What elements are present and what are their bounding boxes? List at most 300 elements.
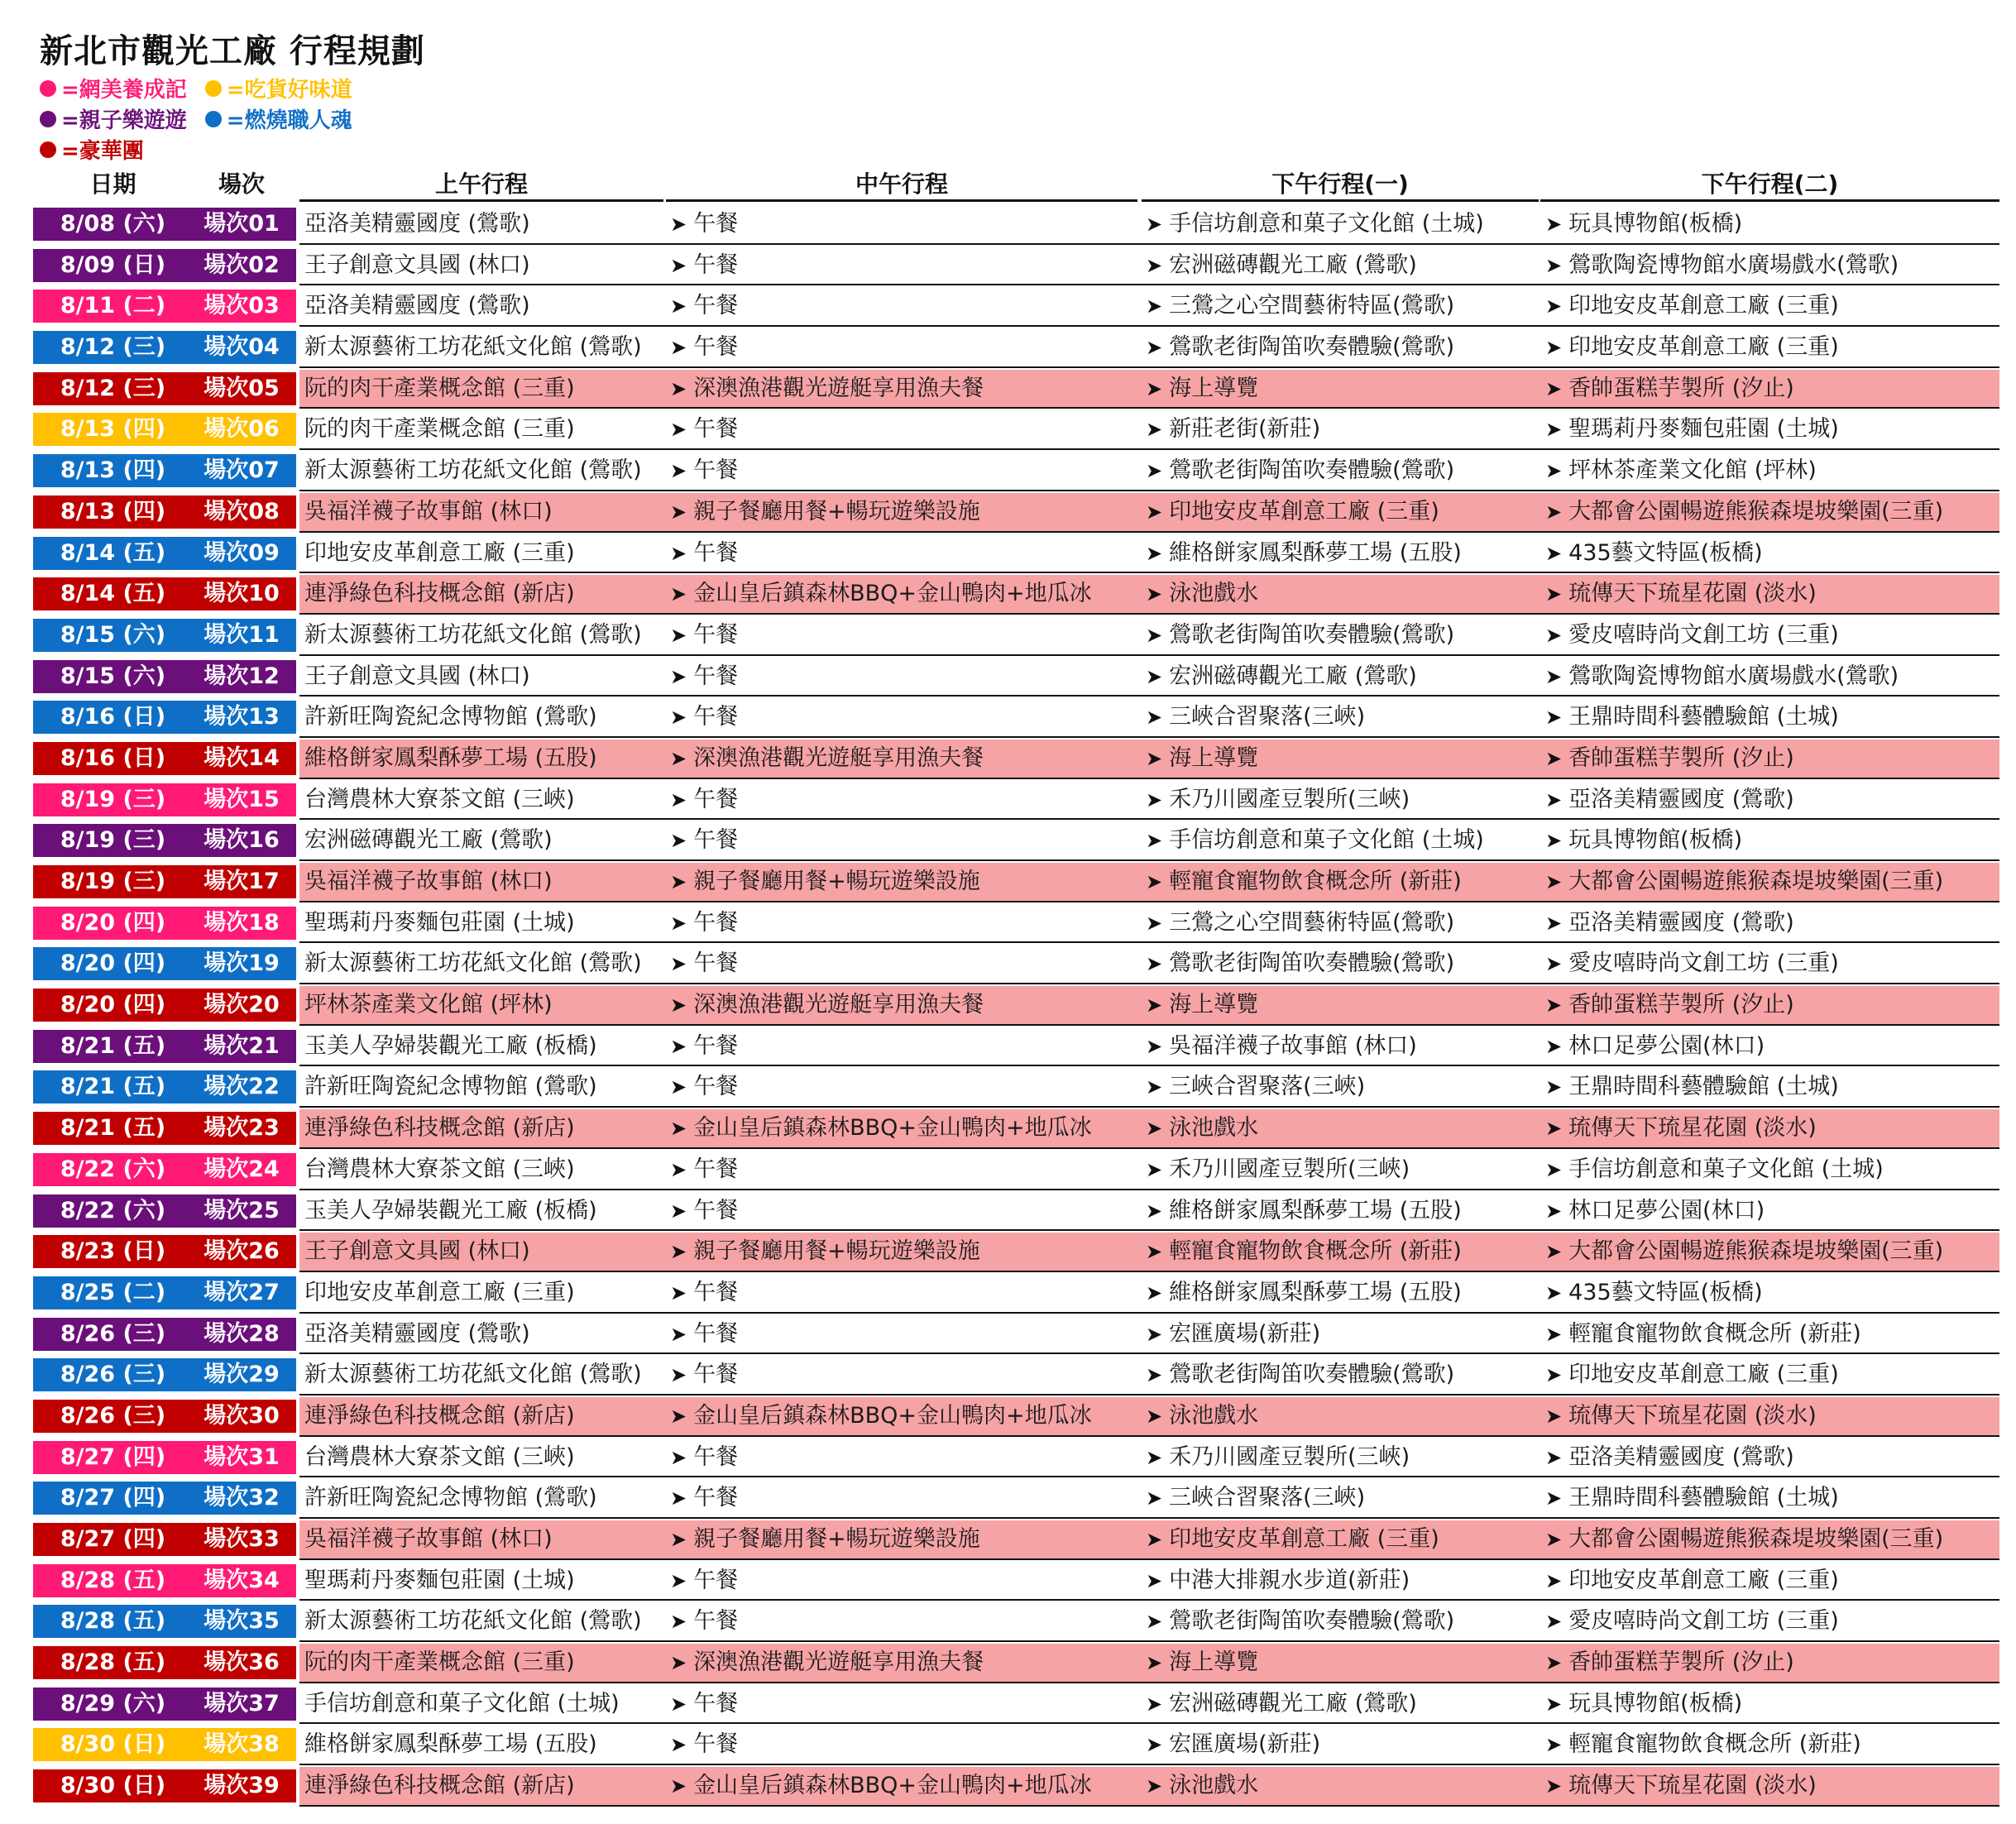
session-badge: 場次38 [187, 1728, 296, 1761]
afternoon2-text: 王鼎時間科藝體驗館 (土城) [1568, 1485, 1839, 1511]
noon-cell [670, 1769, 1092, 1802]
table-row [0, 779, 2016, 821]
session-badge: 場次30 [187, 1400, 296, 1433]
legend-label: =豪華團 [61, 139, 144, 164]
arrow-icon: ➤ [1545, 1568, 1563, 1592]
afternoon2-text: 輕寵食寵物飲食概念所 (新莊) [1568, 1320, 1861, 1347]
noon-text: 午餐 [693, 211, 739, 237]
session-badge: 場次14 [187, 742, 296, 775]
session-badge: 場次05 [187, 372, 296, 405]
table-row [0, 1437, 2016, 1478]
legend-row [40, 134, 371, 165]
session-badge: 場次03 [187, 290, 296, 323]
table-row [0, 820, 2016, 861]
afternoon2-text: 王鼎時間科藝體驗館 (土城) [1568, 1074, 1839, 1100]
noon-text: 午餐 [693, 293, 739, 319]
afternoon2-text: 香帥蛋糕芋製所 (汐止) [1568, 744, 1794, 771]
arrow-icon: ➤ [670, 1322, 687, 1346]
table-row [0, 1066, 2016, 1108]
session-badge: 場次35 [187, 1605, 296, 1638]
afternoon1-cell [1146, 742, 1258, 775]
session-badge: 場次29 [187, 1358, 296, 1391]
arrow-icon: ➤ [1545, 213, 1563, 236]
afternoon1-text: 三峽合習聚落(三峽) [1169, 704, 1366, 730]
arrow-icon: ➤ [1545, 1322, 1563, 1346]
afternoon2-text: 435藝文特區(板橋) [1568, 1279, 1763, 1305]
arrow-icon: ➤ [1146, 1117, 1163, 1141]
noon-text: 親子餐廳用餐+暢玩遊樂設施 [693, 1526, 980, 1552]
session-badge: 場次34 [187, 1564, 296, 1597]
afternoon1-cell [1146, 495, 1439, 529]
afternoon2-text: 香帥蛋糕芋製所 (汐止) [1568, 1649, 1794, 1676]
afternoon1-text: 印地安皮革創意工廠 (三重) [1169, 498, 1439, 524]
noon-cell [670, 783, 738, 816]
arrow-icon: ➤ [1545, 1199, 1563, 1223]
afternoon2-text: 大都會公園暢遊熊猴森堤坡樂園(三重) [1568, 869, 1944, 894]
afternoon2-text: 琉傳天下琉星花園 (淡水) [1568, 581, 1817, 607]
noon-text: 午餐 [693, 621, 739, 648]
arrow-icon: ➤ [670, 1568, 687, 1592]
table-row [0, 861, 2016, 902]
arrow-icon: ➤ [1545, 541, 1563, 565]
afternoon1-cell [1146, 454, 1454, 487]
morning-cell: 亞洛美精靈國度 (鶯歌) [304, 293, 530, 319]
arrow-icon: ➤ [1545, 1774, 1563, 1798]
arrow-icon: ➤ [1545, 664, 1563, 688]
table-row [0, 533, 2016, 574]
noon-cell [670, 1070, 738, 1103]
afternoon1-cell [1146, 1153, 1410, 1186]
noon-text: 午餐 [693, 909, 739, 936]
arrow-icon: ➤ [1146, 213, 1163, 236]
date-badge: 8/20 (四) [33, 907, 193, 940]
afternoon2-cell [1545, 1030, 1765, 1063]
arrow-icon: ➤ [1545, 993, 1563, 1017]
morning-cell: 玉美人孕婦裝觀光工廠 (板橋) [304, 1032, 597, 1059]
noon-text: 金山皇后鎮森林BBQ+金山鴨肉+地瓜冰 [693, 1402, 1092, 1429]
noon-text: 午餐 [693, 1320, 739, 1347]
arrow-icon: ➤ [670, 870, 687, 893]
arrow-icon: ➤ [670, 253, 687, 277]
table-row [0, 1272, 2016, 1314]
arrow-icon: ➤ [670, 376, 687, 400]
morning-cell: 手信坊創意和菓子文化館 (土城) [304, 1690, 620, 1716]
noon-cell [670, 865, 980, 898]
noon-cell [670, 413, 738, 446]
afternoon1-cell [1146, 701, 1365, 734]
afternoon2-text: 大都會公園暢遊熊猴森堤坡樂園(三重) [1568, 1238, 1944, 1265]
afternoon2-cell [1545, 331, 1839, 364]
noon-text: 午餐 [693, 1197, 739, 1223]
noon-text: 午餐 [693, 950, 739, 977]
morning-cell: 宏洲磁磚觀光工廠 (鶯歌) [304, 827, 553, 854]
table-row [0, 1477, 2016, 1519]
afternoon1-cell [1146, 372, 1258, 405]
noon-text: 午餐 [693, 827, 739, 854]
dot-icon [205, 80, 222, 97]
arrow-icon: ➤ [1545, 952, 1563, 976]
afternoon1-text: 印地安皮革創意工廠 (三重) [1169, 1526, 1439, 1552]
table-row [0, 203, 2016, 245]
arrow-icon: ➤ [1146, 582, 1163, 606]
arrow-icon: ➤ [670, 1774, 687, 1798]
afternoon1-cell [1146, 660, 1417, 693]
table-row [0, 368, 2016, 409]
afternoon1-text: 鶯歌老街陶笛吹奏體驗(鶯歌) [1169, 621, 1455, 648]
afternoon2-cell [1545, 1688, 1742, 1721]
legend-label: =吃貨好味道 [226, 78, 352, 103]
arrow-icon: ➤ [1146, 1281, 1163, 1305]
afternoon2-text: 印地安皮革創意工廠 (三重) [1568, 1362, 1839, 1388]
date-badge: 8/28 (五) [33, 1564, 193, 1597]
arrow-icon: ➤ [670, 213, 687, 236]
noon-cell [670, 1358, 738, 1391]
arrow-icon: ➤ [1146, 294, 1163, 318]
noon-cell [670, 947, 738, 980]
session-badge: 場次08 [187, 495, 296, 529]
legend-row [40, 103, 371, 134]
morning-cell: 台灣農林大寮茶文館 (三峽) [304, 786, 575, 812]
morning-cell: 王子創意文具國 (林口) [304, 1238, 530, 1265]
morning-cell: 王子創意文具國 (林口) [304, 251, 530, 278]
morning-cell: 玉美人孕婦裝觀光工廠 (板橋) [304, 1197, 597, 1223]
afternoon1-text: 輕寵食寵物飲食概念所 (新莊) [1169, 1238, 1462, 1265]
afternoon1-cell [1146, 783, 1410, 816]
legend-label: =親子樂遊遊 [61, 108, 187, 133]
header-underline [1142, 199, 1539, 202]
arrow-icon: ➤ [670, 911, 687, 935]
arrow-icon: ➤ [1146, 746, 1163, 770]
afternoon1-text: 宏洲磁磚觀光工廠 (鶯歌) [1169, 1690, 1417, 1716]
arrow-icon: ➤ [670, 541, 687, 565]
afternoon1-cell [1146, 1030, 1417, 1063]
arrow-icon: ➤ [1146, 1404, 1163, 1428]
session-badge: 場次19 [187, 947, 296, 980]
morning-cell: 印地安皮革創意工廠 (三重) [304, 539, 575, 566]
afternoon1-cell [1146, 413, 1320, 446]
session-badge: 場次24 [187, 1153, 296, 1186]
afternoon1-text: 吳福洋襪子故事館 (林口) [1169, 1032, 1417, 1059]
noon-cell [670, 742, 984, 775]
date-badge: 8/19 (三) [33, 865, 193, 898]
morning-cell: 新太源藝術工坊花紙文化館 (鶯歌) [304, 621, 642, 648]
afternoon2-cell [1545, 660, 1899, 693]
noon-text: 午餐 [693, 251, 739, 278]
afternoon1-cell [1146, 249, 1417, 282]
noon-text: 午餐 [693, 1443, 739, 1470]
afternoon1-cell [1146, 290, 1454, 323]
afternoon1-cell [1146, 1564, 1410, 1597]
noon-text: 深澳漁港觀光遊艇享用漁夫餐 [693, 1649, 984, 1676]
arrow-icon: ➤ [1545, 788, 1563, 811]
table-row [0, 450, 2016, 491]
arrow-icon: ➤ [1146, 1733, 1163, 1757]
afternoon2-cell [1545, 701, 1839, 734]
arrow-icon: ➤ [1545, 1281, 1563, 1305]
afternoon2-text: 愛皮嘻時尚文創工坊 (三重) [1568, 1608, 1839, 1635]
afternoon2-cell [1545, 249, 1899, 282]
arrow-icon: ➤ [1146, 500, 1163, 524]
session-badge: 場次26 [187, 1235, 296, 1268]
arrow-icon: ➤ [1146, 1199, 1163, 1223]
arrow-icon: ➤ [670, 1157, 687, 1181]
afternoon2-text: 大都會公園暢遊熊猴森堤坡樂園(三重) [1568, 1526, 1944, 1552]
noon-cell [670, 1728, 738, 1761]
afternoon1-text: 維格餅家鳳梨酥夢工場 (五股) [1169, 1279, 1462, 1305]
morning-cell: 許新旺陶瓷紀念博物館 (鶯歌) [304, 1485, 597, 1511]
noon-cell [670, 495, 980, 529]
table-row [0, 656, 2016, 697]
date-badge: 8/26 (三) [33, 1400, 193, 1433]
header-underline [666, 199, 1137, 202]
noon-cell [670, 824, 738, 857]
date-badge: 8/28 (五) [33, 1605, 193, 1638]
afternoon2-text: 亞洛美精靈國度 (鶯歌) [1568, 909, 1794, 936]
session-badge: 場次01 [187, 208, 296, 241]
afternoon1-text: 鶯歌老街陶笛吹奏體驗(鶯歌) [1169, 1608, 1455, 1635]
arrow-icon: ➤ [1146, 1692, 1163, 1716]
afternoon2-text: 琉傳天下琉星花園 (淡水) [1568, 1773, 1817, 1799]
afternoon2-cell [1545, 1769, 1817, 1802]
date-badge: 8/29 (六) [33, 1688, 193, 1721]
table-row [0, 573, 2016, 615]
morning-cell: 維格餅家鳳梨酥夢工場 (五股) [304, 744, 597, 771]
afternoon2-cell [1545, 1482, 1839, 1515]
arrow-icon: ➤ [670, 1363, 687, 1387]
noon-cell [670, 537, 738, 570]
afternoon2-cell [1545, 989, 1794, 1022]
afternoon1-text: 手信坊創意和菓子文化館 (土城) [1169, 211, 1484, 237]
afternoon2-text: 坪林茶產業文化館 (坪林) [1568, 457, 1817, 484]
session-badge: 場次28 [187, 1318, 296, 1351]
arrow-icon: ➤ [1545, 376, 1563, 400]
afternoon1-text: 泳池戲水 [1169, 1402, 1259, 1429]
date-badge: 8/12 (三) [33, 372, 193, 405]
afternoon1-text: 鶯歌老街陶笛吹奏體驗(鶯歌) [1169, 334, 1455, 361]
table-row [0, 245, 2016, 286]
session-badge: 場次32 [187, 1482, 296, 1515]
table-row [0, 738, 2016, 779]
dot-icon [40, 141, 56, 158]
header-underline [1540, 199, 1999, 202]
afternoon1-cell [1146, 1646, 1258, 1679]
afternoon2-text: 香帥蛋糕芋製所 (汐止) [1568, 992, 1794, 1018]
arrow-icon: ➤ [1545, 1034, 1563, 1058]
afternoon2-cell [1545, 495, 1943, 529]
afternoon1-text: 新莊老街(新莊) [1169, 416, 1321, 443]
session-badge: 場次06 [187, 413, 296, 446]
noon-cell [670, 660, 738, 693]
noon-cell [670, 1276, 738, 1309]
date-badge: 8/08 (六) [33, 208, 193, 241]
afternoon1-cell [1146, 824, 1484, 857]
noon-cell [670, 1194, 738, 1228]
afternoon1-text: 宏洲磁磚觀光工廠 (鶯歌) [1169, 663, 1417, 689]
arrow-icon: ➤ [1146, 1486, 1163, 1510]
arrow-icon: ➤ [1146, 253, 1163, 277]
arrow-icon: ➤ [1545, 1651, 1563, 1675]
afternoon2-cell [1545, 1194, 1765, 1228]
legend-item-pink [40, 73, 187, 103]
afternoon1-cell [1146, 1441, 1410, 1474]
arrow-icon: ➤ [670, 829, 687, 853]
session-badge: 場次23 [187, 1112, 296, 1145]
arrow-icon: ➤ [1545, 1117, 1563, 1141]
date-badge: 8/19 (三) [33, 824, 193, 857]
date-badge: 8/28 (五) [33, 1646, 193, 1679]
afternoon1-text: 海上導覽 [1169, 1649, 1259, 1676]
arrow-icon: ➤ [1146, 1528, 1163, 1551]
afternoon2-cell [1545, 1605, 1839, 1638]
afternoon2-text: 玩具博物館(板橋) [1568, 1690, 1743, 1716]
afternoon2-text: 愛皮嘻時尚文創工坊 (三重) [1568, 621, 1839, 648]
afternoon1-text: 三峽合習聚落(三峽) [1169, 1485, 1366, 1511]
session-badge: 場次25 [187, 1194, 296, 1228]
dot-icon [40, 80, 56, 97]
arrow-icon: ➤ [670, 1199, 687, 1223]
noon-text: 親子餐廳用餐+暢玩遊樂設施 [693, 869, 980, 894]
arrow-icon: ➤ [1146, 336, 1163, 360]
page-title: 新北市觀光工廠 行程規劃 [40, 32, 425, 70]
noon-text: 午餐 [693, 416, 739, 443]
date-badge: 8/13 (四) [33, 413, 193, 446]
afternoon1-cell [1146, 1318, 1320, 1351]
noon-text: 午餐 [693, 457, 739, 484]
noon-text: 親子餐廳用餐+暢玩遊樂設施 [693, 1238, 980, 1265]
noon-text: 親子餐廳用餐+暢玩遊樂設施 [693, 498, 980, 524]
legend-item-purple [40, 103, 187, 134]
noon-text: 午餐 [693, 663, 739, 689]
header-afternoon1: 下午行程(一) [1271, 170, 1409, 198]
header-underline [299, 199, 663, 202]
session-badge: 場次12 [187, 660, 296, 693]
arrow-icon: ➤ [1146, 706, 1163, 730]
arrow-icon: ➤ [1545, 418, 1563, 442]
noon-text: 金山皇后鎮森林BBQ+金山鴨肉+地瓜冰 [693, 581, 1092, 607]
afternoon2-text: 玩具博物館(板橋) [1568, 827, 1743, 854]
afternoon1-text: 維格餅家鳳梨酥夢工場 (五股) [1169, 539, 1462, 566]
noon-cell [670, 1235, 980, 1268]
arrow-icon: ➤ [670, 1610, 687, 1634]
arrow-icon: ➤ [1545, 1610, 1563, 1634]
afternoon2-cell [1545, 783, 1794, 816]
afternoon1-cell [1146, 1194, 1462, 1228]
afternoon2-cell [1545, 1070, 1839, 1103]
afternoon2-text: 香帥蛋糕芋製所 (汐止) [1568, 375, 1794, 401]
afternoon2-cell [1545, 1400, 1817, 1433]
afternoon1-text: 輕寵食寵物飲食概念所 (新莊) [1169, 869, 1462, 894]
noon-cell [670, 1441, 738, 1474]
arrow-icon: ➤ [1146, 459, 1163, 483]
noon-cell [670, 1564, 738, 1597]
afternoon1-text: 泳池戲水 [1169, 1115, 1259, 1142]
arrow-icon: ➤ [670, 1486, 687, 1510]
dot-icon [40, 111, 56, 127]
arrow-icon: ➤ [1146, 1651, 1163, 1675]
afternoon2-text: 琉傳天下琉星花園 (淡水) [1568, 1115, 1817, 1142]
noon-cell [670, 701, 738, 734]
date-badge: 8/13 (四) [33, 454, 193, 487]
morning-cell: 阮的肉干產業概念館 (三重) [304, 375, 575, 401]
morning-cell: 新太源藝術工坊花紙文化館 (鶯歌) [304, 457, 642, 484]
afternoon1-cell [1146, 619, 1454, 652]
date-badge: 8/19 (三) [33, 783, 193, 816]
afternoon1-text: 禾乃川國產豆製所(三峽) [1169, 786, 1410, 812]
noon-text: 金山皇后鎮森林BBQ+金山鴨肉+地瓜冰 [693, 1773, 1092, 1799]
date-badge: 8/21 (五) [33, 1112, 193, 1145]
arrow-icon: ➤ [1545, 623, 1563, 647]
arrow-icon: ➤ [670, 1733, 687, 1757]
afternoon1-text: 三鶯之心空間藝術特區(鶯歌) [1169, 293, 1455, 319]
date-badge: 8/25 (二) [33, 1276, 193, 1309]
afternoon1-text: 宏匯廣場(新莊) [1169, 1731, 1321, 1758]
afternoon1-cell [1146, 1769, 1258, 1802]
table-row [0, 1724, 2016, 1765]
afternoon1-cell [1146, 537, 1462, 570]
session-badge: 場次33 [187, 1523, 296, 1556]
arrow-icon: ➤ [1146, 541, 1163, 565]
noon-cell [670, 1153, 738, 1186]
arrow-icon: ➤ [1146, 788, 1163, 811]
afternoon2-text: 亞洛美精靈國度 (鶯歌) [1568, 786, 1794, 812]
noon-cell [670, 1482, 738, 1515]
noon-text: 午餐 [693, 704, 739, 730]
dot-icon [205, 111, 222, 127]
afternoon2-cell [1545, 1523, 1943, 1556]
arrow-icon: ➤ [1146, 952, 1163, 976]
table-row [0, 1108, 2016, 1149]
noon-cell [670, 1112, 1092, 1145]
arrow-icon: ➤ [1545, 459, 1563, 483]
session-badge: 場次15 [187, 783, 296, 816]
header-noon: 中午行程 [855, 170, 948, 198]
arrow-icon: ➤ [1146, 376, 1163, 400]
afternoon1-text: 海上導覽 [1169, 992, 1259, 1018]
legend-label: =燃燒職人魂 [226, 108, 352, 133]
afternoon2-text: 玩具博物館(板橋) [1568, 211, 1743, 237]
morning-cell: 阮的肉干產業概念館 (三重) [304, 1649, 575, 1676]
date-badge: 8/22 (六) [33, 1194, 193, 1228]
header-morning: 上午行程 [434, 170, 528, 198]
arrow-icon: ➤ [670, 993, 687, 1017]
afternoon1-text: 鶯歌老街陶笛吹奏體驗(鶯歌) [1169, 950, 1455, 977]
date-badge: 8/20 (四) [33, 989, 193, 1022]
table-row [0, 615, 2016, 656]
afternoon2-cell [1545, 1358, 1839, 1391]
session-badge: 場次02 [187, 249, 296, 282]
arrow-icon: ➤ [1545, 746, 1563, 770]
session-badge: 場次13 [187, 701, 296, 734]
afternoon2-cell [1545, 454, 1817, 487]
afternoon1-text: 宏匯廣場(新莊) [1169, 1320, 1321, 1347]
session-badge: 場次16 [187, 824, 296, 857]
afternoon1-cell [1146, 907, 1454, 940]
afternoon2-text: 聖瑪莉丹麥麵包莊園 (土城) [1568, 416, 1839, 443]
noon-cell [670, 1605, 738, 1638]
session-badge: 場次10 [187, 577, 296, 610]
noon-text: 深澳漁港觀光遊艇享用漁夫餐 [693, 375, 984, 401]
date-badge: 8/26 (三) [33, 1358, 193, 1391]
morning-cell: 吳福洋襪子故事館 (林口) [304, 498, 553, 524]
afternoon1-text: 禾乃川國產豆製所(三峽) [1169, 1443, 1410, 1470]
table-row [0, 1149, 2016, 1190]
afternoon1-cell [1146, 1728, 1320, 1761]
date-badge: 8/21 (五) [33, 1030, 193, 1063]
arrow-icon: ➤ [1545, 1240, 1563, 1264]
afternoon2-text: 印地安皮革創意工廠 (三重) [1568, 1567, 1839, 1593]
arrow-icon: ➤ [1545, 500, 1563, 524]
arrow-icon: ➤ [1146, 1445, 1163, 1469]
